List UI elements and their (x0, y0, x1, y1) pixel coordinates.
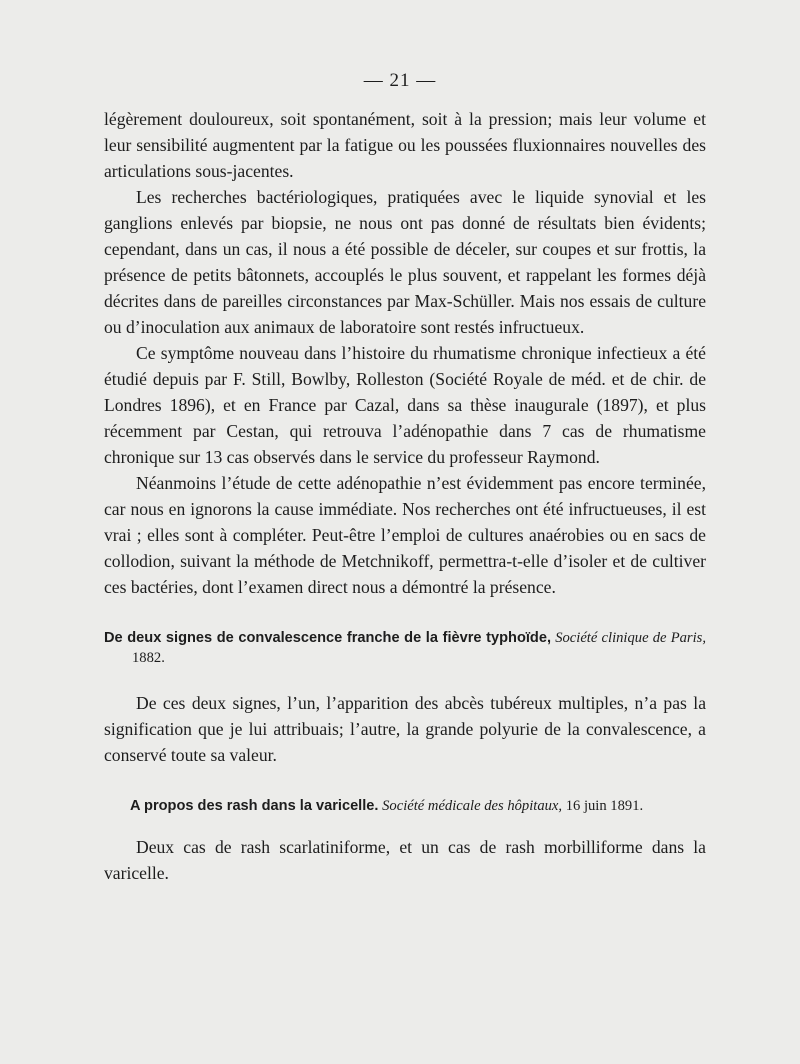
spacer (104, 600, 706, 628)
spacer (104, 768, 706, 796)
section-year: 1882. (132, 650, 165, 666)
paragraph-1: légèrement douloureux, soit spontanément, soit à la pression; mais leur volume et leur sensibilité augmentent par la fatigue ou les poussées fluxionnaires nouvelles des articulations sous-jacentes. (104, 109, 706, 181)
section-heading-typhoide (104, 628, 706, 668)
section-source: Société clinique de Paris, (555, 630, 706, 646)
page-number: — 21 — (363, 70, 437, 91)
section-source: Société médicale des hôpitaux, (382, 798, 563, 814)
section-heading-varicelle (104, 796, 706, 816)
paragraph-4: Néanmoins l’étude de cette adénopathie n’est évidemment pas encore terminée, car nous en ignorons la cause immédiate. Nos recherches ont été infructueuses, il est vrai ; elles sont à compléter. Peut-être l’emploi de cultures anaérobies ou en sacs de collodion, suivant la méthode de Metchnikoff, permettra-t-elle d’isoler et de cultiver ces bactéries, dont l’examen direct nous a démontré la présence. (104, 473, 706, 597)
section-title: De deux signes de convalescence franche de la fièvre typhoïde, (104, 630, 551, 646)
paragraph-3: Ce symptôme nouveau dans l’histoire du rhumatisme chronique infectieux a été étudié depuis par F. Still, Bowlby, Rolleston (Société Royale de méd. et de chir. de Londres 1896), et en France par Cazal, dans sa thèse inaugurale (1897), et plus récemment par Cestan, qui retrouva l’adénopathie dans 7 cas de rhumatisme chronique sur 13 cas observés dans le service du professeur Raymond. (104, 343, 706, 467)
spacer (104, 668, 706, 690)
text-column (104, 106, 706, 886)
paragraph-2: Les recherches bactériologiques, pratiquées avec le liquide synovial et les ganglions enlevés par biopsie, ne nous ont pas donné de résultats bien évidents; cependant, dans un cas, il nous a été possible de déceler, sur coupes et sur frottis, la présence de petits bâtonnets, accouplés le plus souvent, et rappelant les formes déjà décrites dans de pareilles circonstances par Max-Schüller. Mais nos essais de culture ou d’inoculation aux animaux de laboratoire sont restés infructueux. (104, 187, 706, 337)
section-text-typhoide: De ces deux signes, l’un, l’apparition des abcès tubéreux multiples, n’a pas la signification que je lui attribuais; l’autre, la grande polyurie de la convalescence, a conservé toute sa valeur. (104, 693, 706, 765)
section-text-varicelle: Deux cas de rash scarlatiniforme, et un cas de rash morbilliforme dans la varicelle. (104, 837, 706, 883)
section-title: A propos des rash dans la varicelle. (130, 798, 379, 814)
section-date: 16 juin 1891. (565, 798, 644, 814)
spacer (104, 816, 706, 834)
